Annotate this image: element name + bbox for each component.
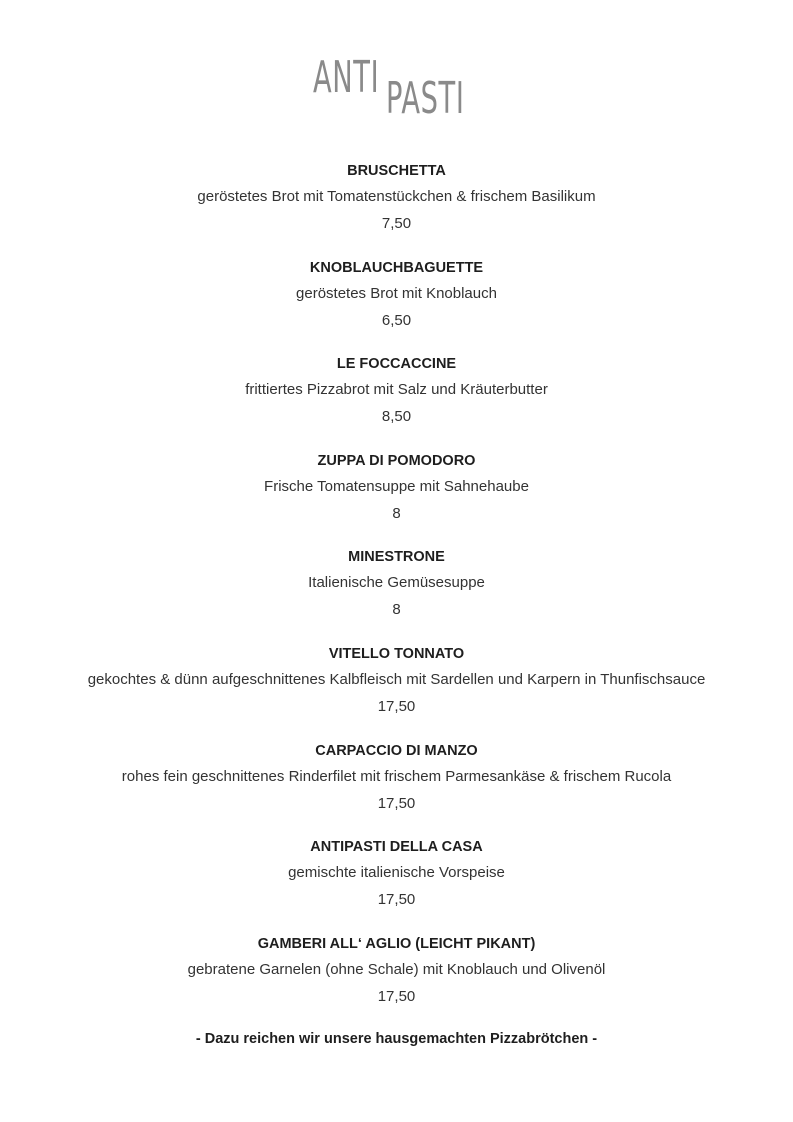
menu-item — [0, 256, 793, 353]
menu-item-name: KNOBLAUCHBAGUETTE — [309, 259, 484, 276]
menu-list — [0, 159, 793, 1028]
menu-item — [0, 932, 793, 1029]
menu-item-price: 17,50 — [377, 697, 416, 715]
menu-item-description: Frische Tomatensuppe mit Sahnehaube — [264, 477, 529, 495]
menu-item — [0, 449, 793, 546]
menu-item-name: ANTIPASTI DELLA CASA — [310, 839, 483, 856]
menu-item-price: 8 — [392, 504, 401, 522]
heading-word-pasti: PASTI — [386, 73, 465, 124]
menu-item — [0, 642, 793, 739]
menu-item — [0, 739, 793, 836]
menu-item-name: ZUPPA DI POMODORO — [317, 452, 476, 469]
menu-item — [0, 352, 793, 449]
menu-item-name: VITELLO TONNATO — [328, 645, 465, 662]
menu-item-description: gekochtes & dünn aufgeschnittenes Kalbfleisch mit Sardellen und Karpern in Thunfischsauce — [87, 670, 706, 688]
menu-item — [0, 835, 793, 932]
menu-item-price: 8 — [392, 601, 401, 619]
menu-item-name: BRUSCHETTA — [347, 163, 446, 179]
menu-item-description: geröstetes Brot mit Tomatenstückchen & frischem Basilikum — [197, 188, 596, 205]
menu-item-price: 17,50 — [377, 891, 416, 909]
menu-item-description: frittiertes Pizzabrot mit Salz und Kräuterbutter — [245, 381, 548, 399]
menu-item-price: 7,50 — [381, 215, 412, 232]
menu-heading — [0, 52, 793, 132]
menu-item-name: LE FOCCACCINE — [336, 356, 457, 373]
menu-item-description: gebratene Garnelen (ohne Schale) mit Knoblauch und Olivenöl — [187, 960, 606, 978]
menu-item — [0, 545, 793, 642]
menu-item-price: 8,50 — [381, 408, 412, 426]
heading-word-anti: ANTI — [313, 52, 380, 103]
menu-item-description: geröstetes Brot mit Knoblauch — [296, 284, 497, 302]
menu-item-price: 6,50 — [381, 311, 412, 329]
menu-item-description: Italienische Gemüsesuppe — [308, 574, 485, 592]
menu-item-name: CARPACCIO DI MANZO — [315, 742, 478, 759]
menu-item — [0, 159, 793, 256]
menu-item-price: 17,50 — [377, 794, 416, 812]
menu-item-description: gemischte italienische Vorspeise — [288, 864, 505, 882]
menu-item-name: GAMBERI ALL‘ AGLIO (LEICHT PIKANT) — [257, 935, 536, 952]
menu-item-description: rohes fein geschnittenes Rinderfilet mit frischem Parmesankäse & frischem Rucola — [121, 767, 672, 785]
footer-note: - Dazu reichen wir unsere hausgemachten Pizzabrötchen - — [195, 1031, 598, 1047]
menu-item-price: 17,50 — [377, 987, 416, 1005]
menu-item-name: MINESTRONE — [348, 549, 445, 566]
